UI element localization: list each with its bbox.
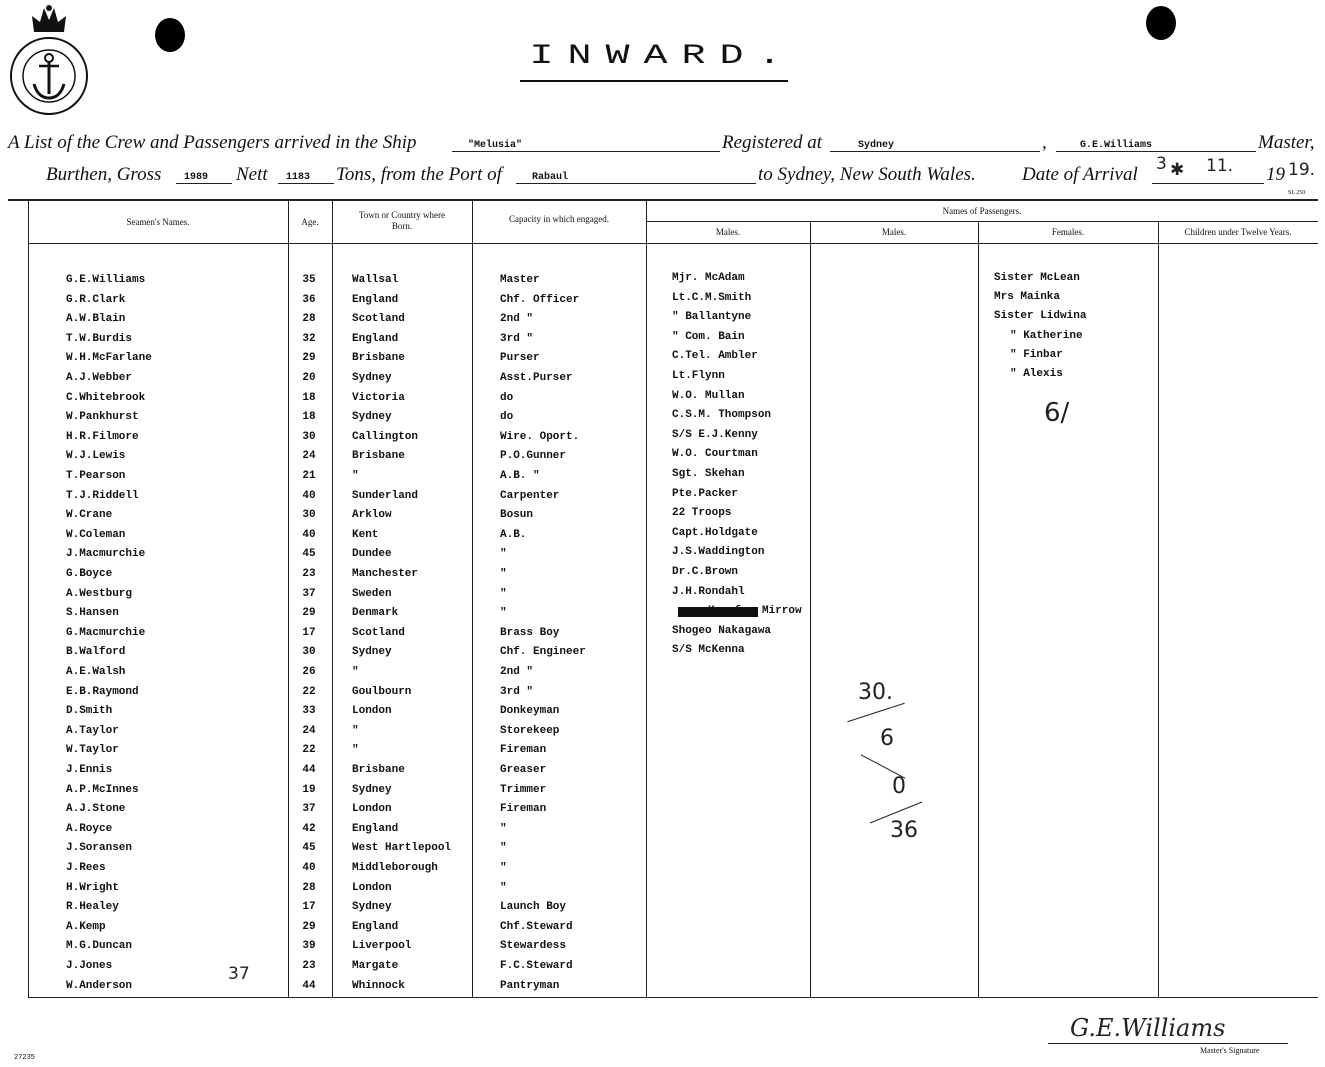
- seaman-age: 36: [302, 294, 316, 306]
- tally-total-1: 30.: [858, 680, 893, 705]
- seaman-name: J.Soransen: [66, 842, 133, 854]
- ship-underline: [452, 151, 720, 152]
- male-passenger: W.O. Mullan: [672, 390, 745, 402]
- seaman-birthplace: Denmark: [352, 607, 399, 619]
- col-head-names: Seamen's Names.: [126, 217, 190, 227]
- seaman-name: M.G.Duncan: [66, 940, 133, 952]
- col-head-age: Age.: [301, 217, 319, 227]
- seaman-capacity: 2nd ": [500, 666, 534, 678]
- seaman-birthplace: Sydney: [352, 646, 392, 658]
- redaction-mark: [678, 607, 758, 617]
- seaman-age: 44: [302, 980, 316, 992]
- seaman-name: A.P.McInnes: [66, 784, 139, 796]
- seaman-birthplace: Victoria: [352, 392, 405, 404]
- tally-total-2: 6: [880, 726, 894, 751]
- seaman-birthplace: Dundee: [352, 548, 392, 560]
- seaman-birthplace: Scotland: [352, 313, 405, 325]
- seaman-name: H.R.Filmore: [66, 431, 139, 443]
- seaman-age: 40: [302, 862, 316, 874]
- passenger-header-rule: [646, 221, 1318, 222]
- seaman-birthplace: Goulbourn: [352, 686, 412, 698]
- seaman-name: A.Royce: [66, 823, 113, 835]
- seaman-birthplace: Whinnock: [352, 980, 405, 992]
- seaman-birthplace: Brisbane: [352, 450, 405, 462]
- seaman-capacity: ": [500, 862, 507, 874]
- seaman-name: G.R.Clark: [66, 294, 126, 306]
- gross-tons: 1989: [184, 172, 209, 183]
- seaman-birthplace: Arklow: [352, 509, 392, 521]
- seaman-name: W.H.McFarlane: [66, 352, 152, 364]
- col-divider-town: [332, 201, 333, 997]
- tally-total-4: 36: [890, 818, 918, 843]
- seaman-birthplace: Sydney: [352, 901, 392, 913]
- seaman-age: 39: [302, 940, 316, 952]
- seaman-name: A.E.Walsh: [66, 666, 126, 678]
- seaman-name: J.Ennis: [66, 764, 113, 776]
- male-passenger: J.H.Rondahl: [672, 586, 745, 598]
- year-suffix: 19.: [1288, 160, 1316, 180]
- burthen-label: Burthen, Gross: [46, 164, 162, 185]
- signature-line: [1048, 1043, 1288, 1044]
- seaman-birthplace: England: [352, 921, 399, 933]
- seaman-capacity: ": [500, 842, 507, 854]
- gross-underline: [176, 183, 232, 184]
- seaman-age: 35: [302, 274, 316, 286]
- seaman-capacity: Launch Boy: [500, 901, 567, 913]
- seaman-capacity: Fireman: [500, 744, 547, 756]
- female-passenger: " Alexis: [1010, 368, 1063, 380]
- title-underline: [520, 80, 788, 82]
- seaman-birthplace: Sunderland: [352, 490, 419, 502]
- registered-underline: [830, 151, 1040, 152]
- nett-label: Nett: [236, 164, 268, 185]
- signature-label: Master's Signature: [1200, 1046, 1260, 1055]
- seaman-capacity: do: [500, 411, 514, 423]
- seaman-capacity: Chf. Officer: [500, 294, 580, 306]
- seaman-age: 18: [302, 411, 316, 423]
- seaman-name: A.J.Webber: [66, 372, 133, 384]
- male-passenger: " Com. Bain: [672, 331, 745, 343]
- master-label: Master,: [1258, 132, 1315, 153]
- arrival-month: 11.: [1206, 156, 1234, 176]
- col-head-children: Children under Twelve Years.: [1184, 227, 1292, 237]
- table-bottom-rule: [28, 997, 1318, 998]
- master-name: G.E.Williams: [1080, 140, 1153, 151]
- header-prefix: A List of the Crew and Passengers arrived in the Ship: [8, 132, 417, 153]
- seaman-age: 21: [302, 470, 316, 482]
- seaman-age: 29: [302, 607, 316, 619]
- tally-rule-1: [847, 703, 904, 722]
- male-passenger: Capt.Holdgate: [672, 527, 758, 539]
- seaman-birthplace: London: [352, 882, 392, 894]
- seaman-age: 37: [302, 588, 316, 600]
- master-underline: [1056, 151, 1256, 152]
- male-passenger: S/S McKenna: [672, 644, 745, 656]
- seaman-birthplace: Liverpool: [352, 940, 412, 952]
- seaman-capacity: Chf. Engineer: [500, 646, 586, 658]
- seaman-capacity: Asst.Purser: [500, 372, 573, 384]
- arrival-underline: [1152, 183, 1264, 184]
- col-head-town: Town or Country where Born.: [358, 210, 446, 231]
- seaman-age: 32: [302, 333, 316, 345]
- col-divider-males2: [810, 221, 811, 997]
- seaman-name: T.W.Burdis: [66, 333, 133, 345]
- seaman-capacity: ": [500, 823, 507, 835]
- female-tally: 6/: [1044, 398, 1070, 428]
- seaman-age: 33: [302, 705, 316, 717]
- male-passenger: 22 Troops: [672, 507, 732, 519]
- from-port-label: Tons, from the Port of: [336, 164, 502, 185]
- female-passenger: Sister Lidwina: [994, 310, 1087, 322]
- punch-hole-right: [1146, 6, 1176, 40]
- seaman-name: C.Whitebrook: [66, 392, 146, 404]
- seaman-birthplace: Callington: [352, 431, 419, 443]
- seaman-name: T.J.Riddell: [66, 490, 139, 502]
- seaman-age: 20: [302, 372, 316, 384]
- seaman-birthplace: ": [352, 470, 359, 482]
- seaman-capacity: Brass Boy: [500, 627, 560, 639]
- form-code: 27235: [14, 1054, 36, 1062]
- seaman-capacity: Master: [500, 274, 540, 286]
- seaman-capacity: P.O.Gunner: [500, 450, 567, 462]
- seaman-birthplace: ": [352, 666, 359, 678]
- seaman-birthplace: England: [352, 823, 399, 835]
- male-passenger: Dr.C.Brown: [672, 566, 739, 578]
- registered-label: Registered at: [722, 132, 823, 153]
- seaman-birthplace: Middleborough: [352, 862, 438, 874]
- seaman-birthplace: Kent: [352, 529, 379, 541]
- seaman-capacity: Pantryman: [500, 980, 560, 992]
- seaman-name: D.Smith: [66, 705, 113, 717]
- seaman-capacity: ": [500, 588, 507, 600]
- tally-total-3: 0: [892, 774, 906, 799]
- male-passenger: W.O. Courtman: [672, 448, 758, 460]
- seaman-birthplace: Sydney: [352, 372, 392, 384]
- female-passenger: " Finbar: [1010, 349, 1063, 361]
- seaman-birthplace: Manchester: [352, 568, 419, 580]
- seaman-capacity: Wire. Oport.: [500, 431, 580, 443]
- female-passenger: " Katherine: [1010, 330, 1083, 342]
- seaman-birthplace: London: [352, 803, 392, 815]
- from-port: Rabaul: [532, 172, 569, 183]
- seaman-name: W.Pankhurst: [66, 411, 139, 423]
- col-divider-left: [28, 201, 29, 997]
- seaman-age: 23: [302, 960, 316, 972]
- seaman-age: 42: [302, 823, 316, 835]
- male-passenger: Mirrow: [762, 605, 802, 617]
- seaman-name: R.Healey: [66, 901, 119, 913]
- col-divider-capacity: [472, 201, 473, 997]
- seaman-age: 30: [302, 509, 316, 521]
- seaman-name: J.Rees: [66, 862, 106, 874]
- seaman-age: 30: [302, 646, 316, 658]
- seaman-birthplace: Sweden: [352, 588, 392, 600]
- seaman-age: 37: [302, 803, 316, 815]
- seaman-capacity: 3rd ": [500, 333, 534, 345]
- seaman-birthplace: Scotland: [352, 627, 405, 639]
- col-divider-children: [1158, 221, 1159, 997]
- seaman-birthplace: ": [352, 725, 359, 737]
- seaman-capacity: Storekeep: [500, 725, 560, 737]
- page-title: INWARD.: [529, 40, 796, 73]
- seaman-birthplace: Brisbane: [352, 352, 405, 364]
- seaman-name: T.Pearson: [66, 470, 126, 482]
- seaman-age: 24: [302, 725, 316, 737]
- col-divider-age: [288, 201, 289, 997]
- seaman-age: 40: [302, 490, 316, 502]
- seaman-name: W.Coleman: [66, 529, 126, 541]
- seaman-birthplace: Sydney: [352, 411, 392, 423]
- arrival-date-label: Date of Arrival: [1022, 164, 1138, 185]
- seaman-birthplace: England: [352, 294, 399, 306]
- seaman-name: B.Walford: [66, 646, 126, 658]
- seaman-name: W.J.Lewis: [66, 450, 126, 462]
- seaman-capacity: Stewardess: [500, 940, 567, 952]
- seaman-age: 17: [302, 901, 316, 913]
- seaman-capacity: ": [500, 607, 507, 619]
- seaman-birthplace: Wallsal: [352, 274, 399, 286]
- seaman-age: 23: [302, 568, 316, 580]
- male-passenger: J.S.Waddington: [672, 546, 765, 558]
- port-underline: [516, 183, 756, 184]
- seaman-birthplace: ": [352, 744, 359, 756]
- seaman-capacity: Purser: [500, 352, 540, 364]
- seaman-age: 18: [302, 392, 316, 404]
- male-passenger: Mjr. McAdam: [672, 272, 745, 284]
- master-signature: G.E.Williams: [1070, 1014, 1226, 1042]
- seaman-capacity: ": [500, 548, 507, 560]
- seaman-name: A.Kemp: [66, 921, 106, 933]
- destination-label: to Sydney, New South Wales.: [758, 164, 976, 185]
- seaman-capacity: A.B. ": [500, 470, 540, 482]
- seaman-name: G.Macmurchie: [66, 627, 146, 639]
- male-passenger: C.Tel. Ambler: [672, 350, 758, 362]
- seaman-capacity: ": [500, 568, 507, 580]
- col-head-passengers: Names of Passengers.: [942, 206, 1022, 216]
- col-divider-passengers: [646, 201, 647, 997]
- seaman-birthplace: Sydney: [352, 784, 392, 796]
- male-passenger: Pte.Packer: [672, 488, 739, 500]
- form-number: SL 250: [1288, 190, 1306, 196]
- seaman-name: A.J.Stone: [66, 803, 126, 815]
- seaman-name: A.Taylor: [66, 725, 119, 737]
- col-head-females: Females.: [1051, 227, 1085, 237]
- seaman-name: A.Westburg: [66, 588, 133, 600]
- seaman-name: S.Hansen: [66, 607, 119, 619]
- seaman-name: G.Boyce: [66, 568, 113, 580]
- seaman-age: 22: [302, 686, 316, 698]
- seaman-name: J.Jones: [66, 960, 113, 972]
- female-passenger: Mrs Mainka: [994, 291, 1061, 303]
- male-passenger: Sgt. Skehan: [672, 468, 745, 480]
- seaman-capacity: F.C.Steward: [500, 960, 573, 972]
- seaman-birthplace: Margate: [352, 960, 399, 972]
- seaman-age: 44: [302, 764, 316, 776]
- seaman-capacity: do: [500, 392, 514, 404]
- seaman-age: 28: [302, 882, 316, 894]
- seaman-name: J.Macmurchie: [66, 548, 146, 560]
- crew-count: 37: [228, 964, 250, 984]
- seaman-capacity: ": [500, 882, 507, 894]
- seaman-capacity: Greaser: [500, 764, 547, 776]
- seaman-capacity: Bosun: [500, 509, 534, 521]
- seaman-age: 22: [302, 744, 316, 756]
- seaman-birthplace: West Hartlepool: [352, 842, 452, 854]
- seaman-age: 28: [302, 313, 316, 325]
- seaman-age: 30: [302, 431, 316, 443]
- registered-comma: ,: [1042, 132, 1047, 153]
- male-passenger: Shogeo Nakagawa: [672, 625, 772, 637]
- col-divider-females: [978, 221, 979, 997]
- seaman-capacity: Fireman: [500, 803, 547, 815]
- seaman-name: W.Anderson: [66, 980, 133, 992]
- seaman-name: A.W.Blain: [66, 313, 126, 325]
- male-passenger: Lt.Flynn: [672, 370, 725, 382]
- seaman-age: 45: [302, 548, 316, 560]
- arrival-day-mark: ✱: [1170, 160, 1185, 180]
- seaman-capacity: Donkeyman: [500, 705, 560, 717]
- seaman-name: G.E.Williams: [66, 274, 146, 286]
- table-top-rule: [8, 199, 1318, 201]
- seaman-name: E.B.Raymond: [66, 686, 139, 698]
- seaman-capacity: Chf.Steward: [500, 921, 573, 933]
- seaman-birthplace: England: [352, 333, 399, 345]
- male-passenger: C.S.M. Thompson: [672, 409, 772, 421]
- seaman-capacity: Trimmer: [500, 784, 547, 796]
- male-passenger: " Ballantyne: [672, 311, 752, 323]
- female-passenger: Sister McLean: [994, 272, 1080, 284]
- seaman-name: W.Taylor: [66, 744, 119, 756]
- male-passenger: Lt.C.M.Smith: [672, 292, 752, 304]
- seaman-capacity: A.B.: [500, 529, 527, 541]
- seaman-name: W.Crane: [66, 509, 113, 521]
- male-passenger: S/S E.J.Kenny: [672, 429, 758, 441]
- seaman-birthplace: London: [352, 705, 392, 717]
- nett-tons: 1183: [286, 172, 311, 183]
- year-prefix: 19: [1266, 164, 1285, 185]
- seaman-capacity: 2nd ": [500, 313, 534, 325]
- seaman-age: 40: [302, 529, 316, 541]
- nett-underline: [278, 183, 334, 184]
- col-head-capacity: Capacity in which engaged.: [509, 214, 609, 224]
- seaman-age: 17: [302, 627, 316, 639]
- seaman-age: 29: [302, 352, 316, 364]
- col-head-males-2: Males.: [881, 227, 907, 237]
- seaman-age: 45: [302, 842, 316, 854]
- seaman-name: H.Wright: [66, 882, 119, 894]
- col-head-males: Males.: [715, 227, 741, 237]
- seaman-age: 19: [302, 784, 316, 796]
- registered-port: Sydney: [858, 140, 895, 151]
- seaman-capacity: Carpenter: [500, 490, 560, 502]
- header-bottom-rule: [28, 243, 1318, 244]
- seaman-capacity: 3rd ": [500, 686, 534, 698]
- seaman-age: 26: [302, 666, 316, 678]
- seaman-age: 24: [302, 450, 316, 462]
- ship-name: "Melusia": [468, 140, 523, 151]
- seaman-age: 29: [302, 921, 316, 933]
- arrival-day: 3: [1156, 154, 1167, 174]
- seaman-birthplace: Brisbane: [352, 764, 405, 776]
